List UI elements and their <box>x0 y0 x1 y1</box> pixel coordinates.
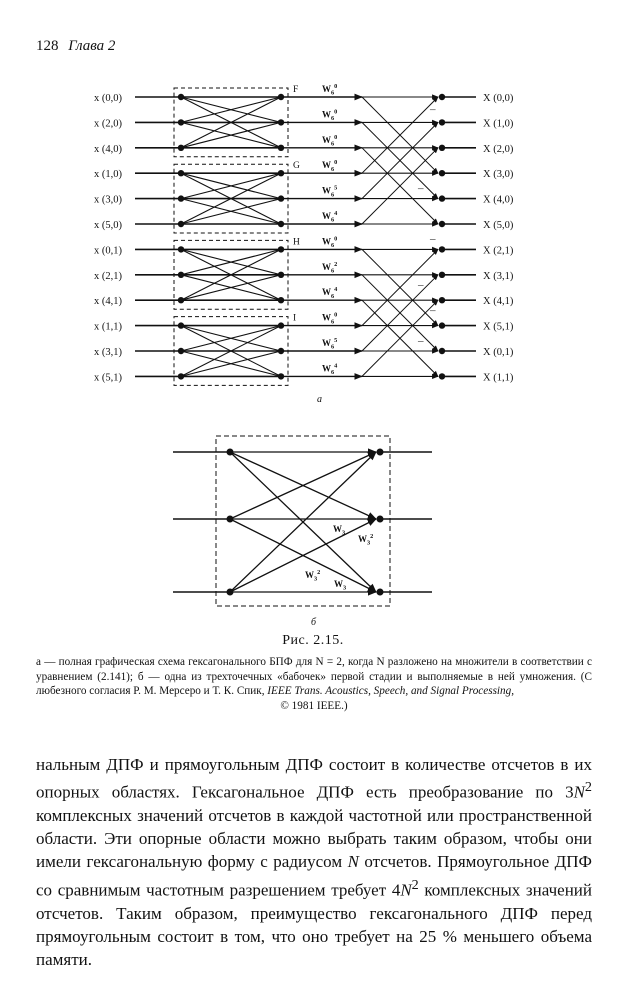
body-text-1: нальным ДПФ и прямоугольным ДПФ состоит в количестве отсчетов в их опорных областях. Гексагональное ДПФ есть преобразование по 3 <box>36 755 592 802</box>
caption-copyright: © 1981 IEEE.) <box>280 699 348 712</box>
twiddle-label: $W_6^4$ <box>322 362 338 377</box>
input-label: x (4,0) <box>94 143 122 155</box>
output-label: X (1,0) <box>483 118 514 130</box>
minus-sign: – <box>430 233 436 246</box>
input-label: x (3,1) <box>94 347 122 358</box>
body-text-4: комплексных значений отсчетов. Таким образом, преимущество гексагонального ДПФ перед прямоугольным состоит в том, что оно требует на 25 % меньшего объема памяти. <box>36 880 592 969</box>
figure-b-sublabel: б <box>311 617 317 628</box>
output-label: X (0,0) <box>483 93 514 104</box>
figure-a-sublabel: a <box>317 394 322 405</box>
math-sup-1: 2 <box>584 779 592 796</box>
math-N-1: N <box>573 782 585 802</box>
twiddle-label: $W_6^4$ <box>322 209 338 224</box>
twiddle-label: $W_3$ <box>334 579 347 592</box>
output-label: X (5,0) <box>483 220 514 231</box>
twiddle-label: $W_6^4$ <box>322 286 338 300</box>
chapter-title: Глава 2 <box>68 38 116 54</box>
group-label: I <box>293 313 297 324</box>
input-label: x (0,1) <box>94 245 122 257</box>
twiddle-label: $W_6^0$ <box>322 235 338 250</box>
input-label: x (5,0) <box>94 220 122 231</box>
output-label: X (2,0) <box>483 143 514 155</box>
twiddle-label: $W_6^0$ <box>322 108 338 123</box>
minus-sign: – <box>418 182 424 195</box>
twiddle-label: $W_6^0$ <box>322 133 338 148</box>
output-label: X (3,1) <box>483 270 514 282</box>
minus-sign: – <box>430 103 436 116</box>
twiddle-label: $W_6^0$ <box>322 159 338 173</box>
math-N-3: N <box>400 880 412 900</box>
output-label: X (4,0) <box>483 194 514 206</box>
output-label: X (5,1) <box>483 321 514 333</box>
input-label: x (4,1) <box>94 296 122 308</box>
twiddle-label: $W_6^0$ <box>322 82 338 97</box>
twiddle-label: $W_6^2$ <box>322 260 338 275</box>
twiddle-label: $W_3$ <box>333 524 346 537</box>
figure-title: Рис. 2.15. <box>282 633 344 648</box>
math-N-2: N <box>347 852 359 872</box>
page-number: 128 <box>36 38 59 54</box>
input-label: x (0,0) <box>94 93 122 104</box>
math-sup-3: 2 <box>411 876 419 893</box>
node <box>227 516 234 523</box>
node <box>377 589 384 596</box>
output-label: X (0,1) <box>483 347 514 358</box>
figure-caption <box>36 655 592 713</box>
caption-text: а — полная графическая схема гексагонального БПФ для N = 2, когда N разложено на множители в соответствии с уравнением (2.141); б — одна из трехточечных «бабочек» первой стадии и выполняемые в ней умножения. (С любезного согласия Р. М. Мерсеро и Т. К. Спик, <box>36 656 592 697</box>
node <box>377 516 384 523</box>
twiddle-label: $W_6^5$ <box>322 336 338 351</box>
twiddle-label: $W_6^5$ <box>322 184 338 199</box>
twiddle-label: $W_3^2$ <box>305 568 321 583</box>
caption-journal: IEEE Trans. Acoustics, Speech, and Signal Processing, <box>267 685 515 697</box>
output-label: X (4,1) <box>483 296 514 308</box>
body-paragraph <box>36 753 592 971</box>
output-label: X (3,0) <box>483 169 514 181</box>
group-label: F <box>293 85 299 95</box>
node <box>227 589 234 596</box>
input-label: x (2,1) <box>94 270 122 282</box>
twiddle-label: $W_6^0$ <box>322 311 338 326</box>
node <box>227 449 234 456</box>
group-label: H <box>293 237 300 248</box>
group-label: G <box>293 161 300 172</box>
input-label: x (3,0) <box>94 194 122 206</box>
body-text-3: отсчетов. Прямоугольное ДПФ со сравнимым частотным разрешением требует 4 <box>36 852 592 900</box>
twiddle-label: $W_3^2$ <box>358 532 374 547</box>
minus-sign: – <box>418 278 424 291</box>
input-label: x (2,0) <box>94 118 122 130</box>
input-label: x (1,1) <box>94 321 122 333</box>
minus-sign: – <box>418 334 424 347</box>
minus-sign: – <box>430 304 436 317</box>
body-text-2: комплексных значений отсчетов в каждой частотной или пространственной области. Эти опорные области можно выбрать таким образом, чтобы они имели гексагональную форму с радиусом <box>36 806 592 872</box>
input-label: x (5,1) <box>94 372 122 384</box>
node <box>377 449 384 456</box>
output-label: X (1,1) <box>483 372 514 384</box>
output-label: X (2,1) <box>483 245 514 257</box>
input-label: x (1,0) <box>94 169 122 181</box>
